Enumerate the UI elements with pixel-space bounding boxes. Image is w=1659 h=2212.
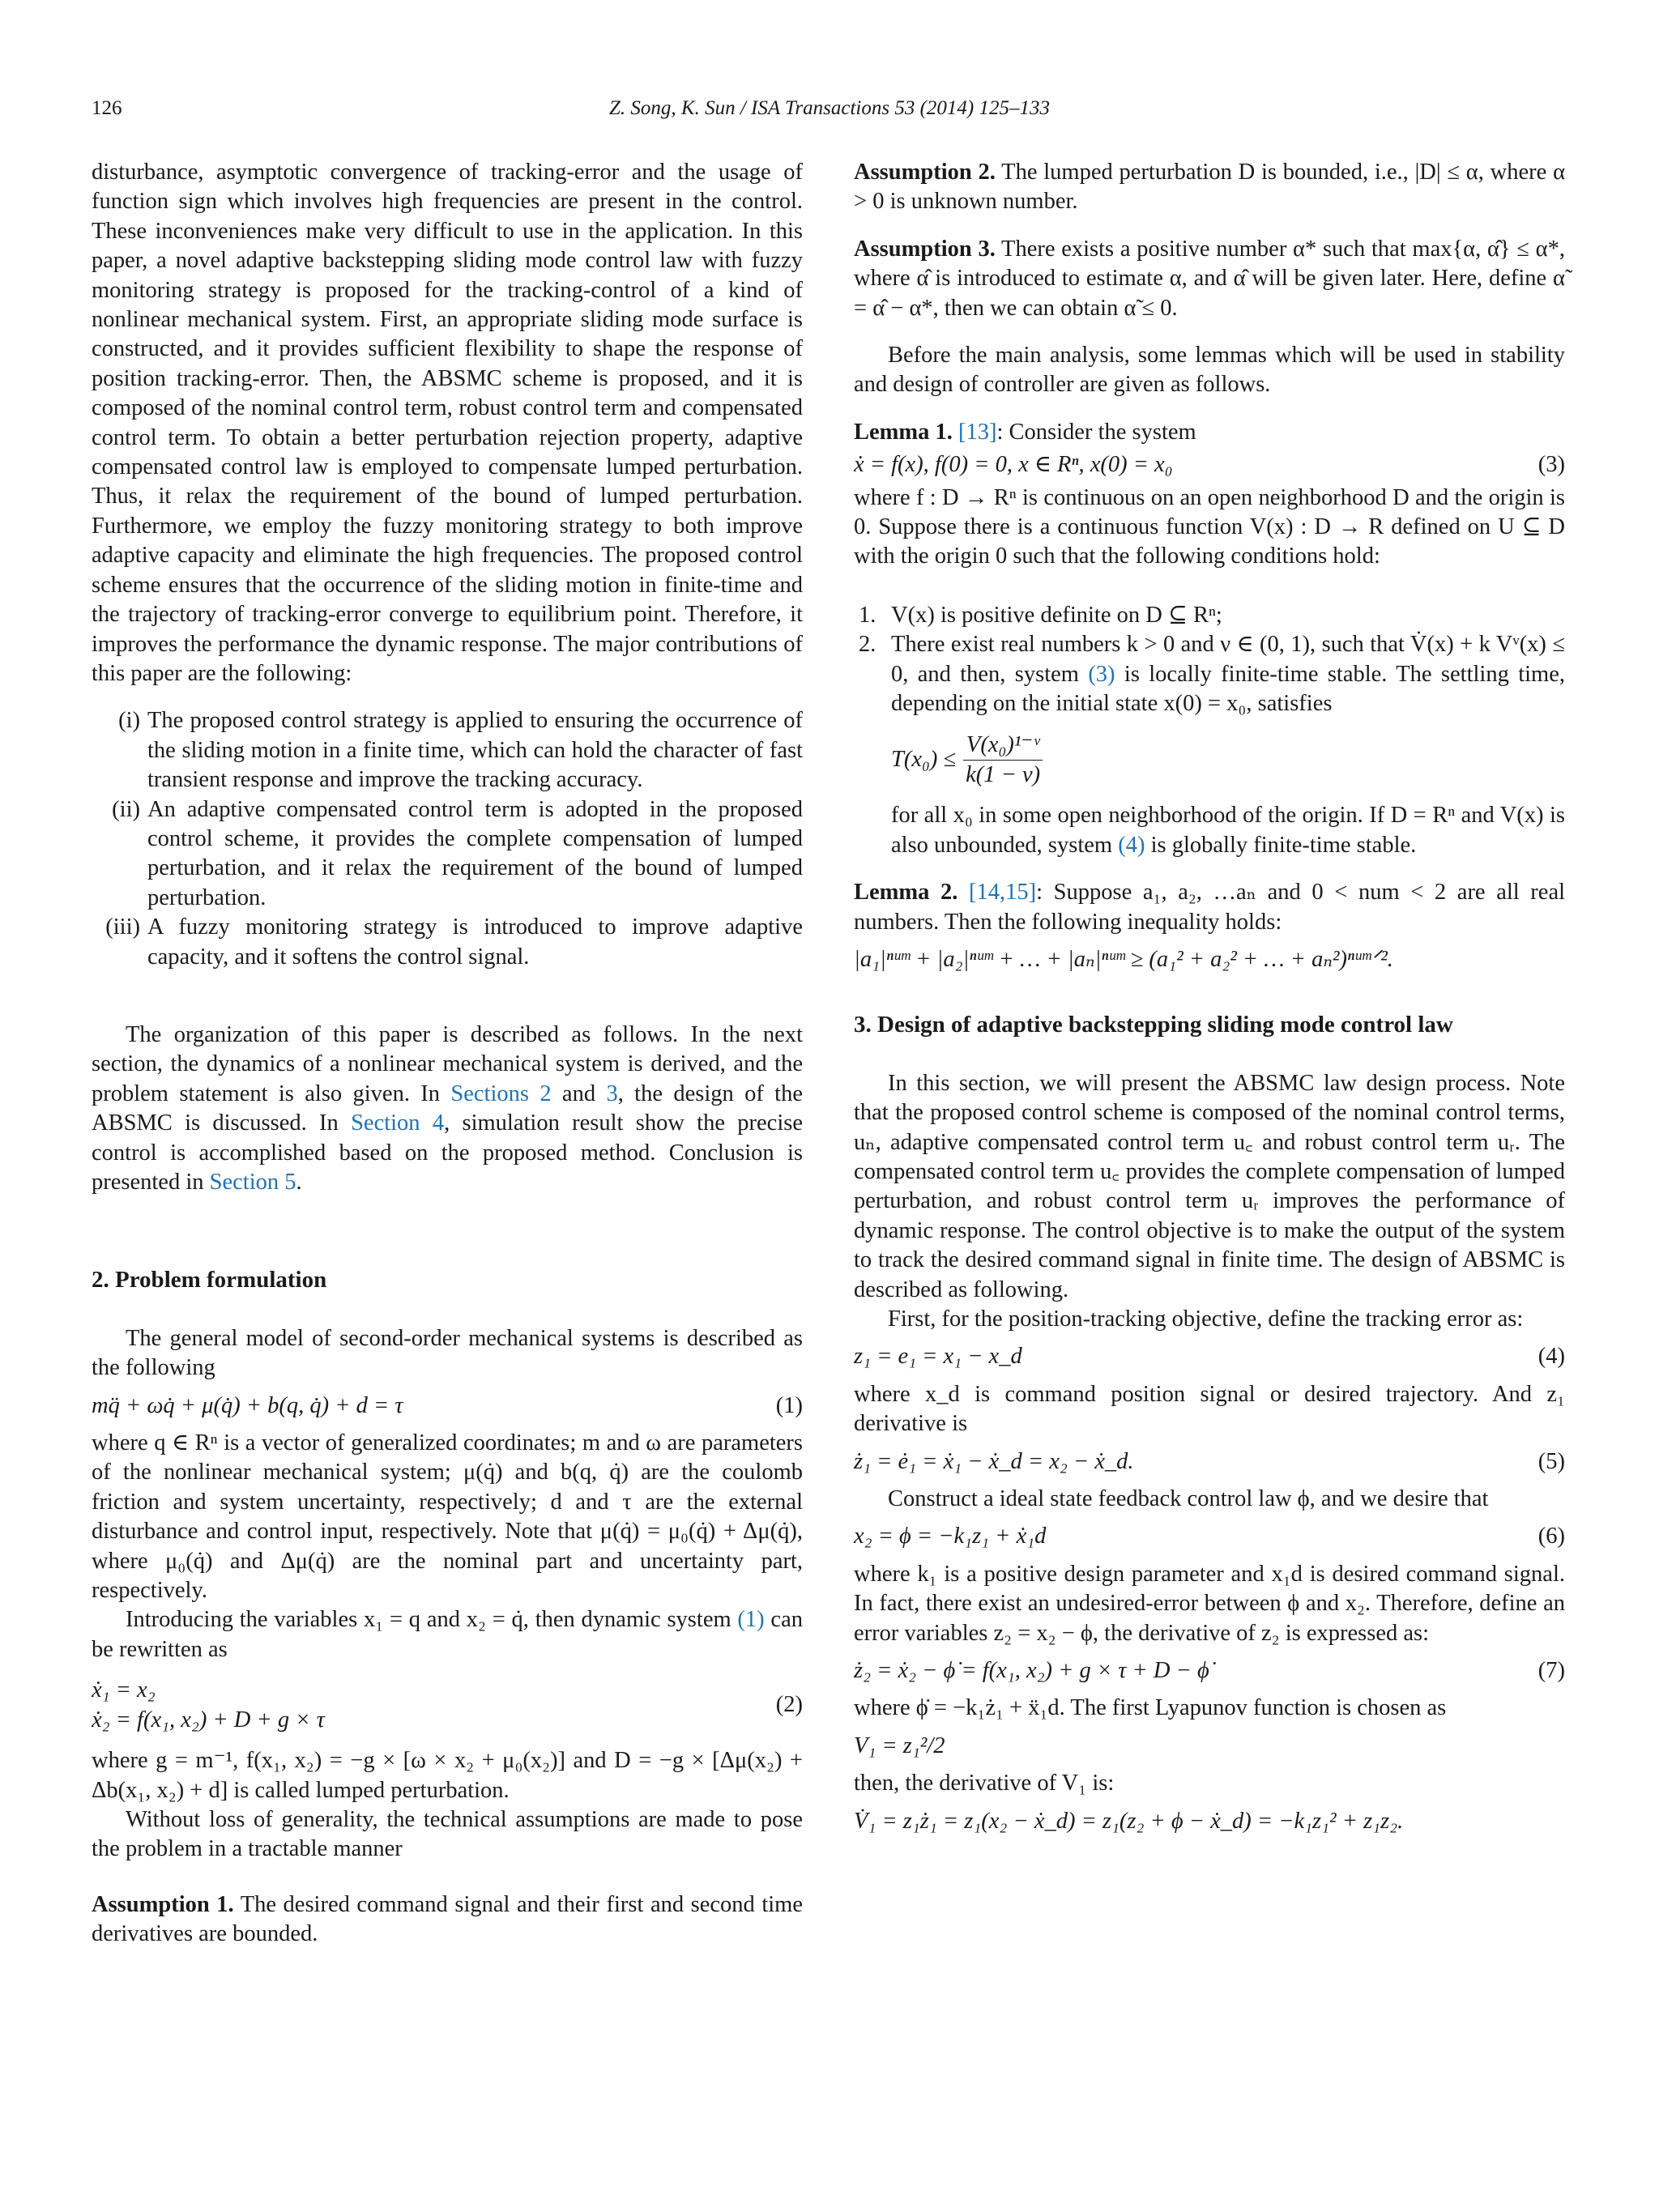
paragraph: where ϕ̇ = −k₁ż₁ + ẍ₁d. The first Lyapunov function is chosen as [854,1695,1447,1721]
list-text: An adaptive compensated control term is adopted in the proposed control scheme, it provides the complete compensation of lumped perturbation, and it relax the requirement of the bound of lumped perturbation. [147,796,803,910]
running-title: Z. Song, K. Sun / ISA Transactions 53 (2014) 125–133 [608,97,1051,119]
citation-link[interactable]: [14,15] [969,880,1037,906]
paragraph: In this section, we will present the ABSMC law design process. Note that the proposed control scheme is composed of the nominal control terms, uₙ, adaptive compensated control term u꜀ and robust control term uᵣ. The compensated control term u꜀ provides the complete compensation of lumped perturbation, and robust control term uᵣ improves the performance of dynamic response. The control objective is to make the output of the system to track the desired command signal in finite time. The design of ABSMC is described as following. [854,1070,1565,1302]
organization-paragraph: The organization of this paper is described as follows. In the next section, the dynamics of a nonlinear mechanical system is derived, and the problem statement is also given. In Sections 2 and 3, the design of the ABSMC is discussed. In Section 4, simulation result show the precise control is accomplished based on the proposed method. Conclusion is presented in Section 5. [92,1021,803,1195]
lemma-2: Lemma 2. [14,15]: Suppose a₁, a₂, …aₙ and 0 < num < 2 are all real numbers. Then the following inequality holds: [854,880,1566,935]
equation-v1: V₁ = z₁²/2 [854,1733,945,1758]
paragraph: then, the derivative of V₁ is: [854,1771,1115,1796]
list-marker: (i) [118,708,140,734]
equation-number: (1) [775,1392,803,1418]
equation-number: (5) [1537,1448,1565,1474]
equation-link[interactable]: (1) [737,1607,765,1633]
paragraph: where k₁ is a positive design parameter and x₁d is desired command signal. In fact, there exist an undesired-error between ϕ and x₂. Therefore, define an error variables z₂ = x₂ − ϕ, the derivative of z₂ is expressed as: [854,1561,1565,1646]
equation-1: mq̈ + ωq̇ + μ(q̇) + b(q, q̇) + d = τ (1) [92,1392,803,1421]
section-link[interactable]: Section 4 [351,1110,445,1136]
right-column [854,158,1565,1844]
settling-time-inequality: T(x₀) ≤ $\frac{\text{V(x₀)¹⁻ᵛ}}{k(1 - \nu)}$ [891,731,1565,791]
citation-link[interactable]: [13] [958,419,997,445]
paragraph: where f : D → Rⁿ is continuous on an open neighborhood D and the origin is 0. Suppose there is a continuous function V(x) : D → R defined on U ⊆ D with the origin 0 such that the following conditions hold: [854,484,1565,569]
paragraph: where x_d is command position signal or desired trajectory. And z₁ derivative is [854,1381,1565,1437]
equation-number: (2) [775,1692,803,1718]
equation-6: x₂ = ϕ = −k₁z₁ + ẋ₁d (6) [854,1522,1565,1551]
equation-4: z₁ = e₁ = x₁ − x_d (4) [854,1342,1565,1371]
equation-link[interactable]: (3) [1088,661,1115,687]
conditions-list [854,601,1565,860]
paragraph: Construct a ideal state feedback control law ϕ, and we desire that [888,1486,1489,1512]
paragraph: where g = m⁻¹, f(x₁, x₂) = −g × [ω × x₂ + μ₀(x₂)] and D = −g × [Δμ(x₂) + Δb(x₁, x₂) + d] is called lumped perturbation. [92,1748,803,1803]
list-marker: 1. [859,602,876,628]
section-3-heading: 3. Design of adaptive backstepping sliding mode control law [854,1012,1453,1038]
left-column [92,158,803,1950]
section-2-heading: 2. Problem formulation [92,1267,327,1294]
lemma-1: Lemma 1. [13]: Consider the system [854,419,1196,445]
assumption-1: Assumption 1. The desired command signal and their first and second time derivatives are bounded. [92,1891,803,1947]
list-item [854,601,1565,630]
paragraph: Before the main analysis, some lemmas which will be used in stability and design of controller are given as follows. [854,343,1565,398]
list-text: The proposed control strategy is applied to ensuring the occurrence of the sliding motion in a finite time, which can hold the character of fast transient response and improve the tracking accuracy. [147,708,803,793]
list-item [854,630,1565,860]
equation-number: (4) [1537,1344,1565,1370]
equation-number: (7) [1537,1658,1565,1684]
paragraph: where q ∈ Rⁿ is a vector of generalized coordinates; m and ω are parameters of the nonlinear mechanical system; μ(q̇) and b(q, q̇) are the coulomb friction and system uncertainty, respectively; d and τ are the external disturbance and control input, respectively. Note that μ(q̇) = μ₀(q̇) + Δμ(q̇), where μ₀(q̇) and Δμ(q̇) are the nominal part and uncertainty part, respectively. [92,1430,803,1604]
section-link[interactable]: Section 5 [209,1170,296,1195]
paragraph: Without loss of generality, the technical assumptions are made to pose the problem in a tractable manner [92,1806,803,1862]
paragraph: Introducing the variables x₁ = q and x₂ = q̇, then dynamic system (1) can be rewritten as [92,1607,803,1662]
contributions-list [92,706,803,972]
page-number: 126 [92,97,122,119]
section-link[interactable]: 3 [606,1080,618,1106]
paragraph: The general model of second-order mechanical systems is described as the following [92,1325,803,1381]
section-link[interactable]: Sections 2 [450,1080,552,1106]
equation-2: ẋ₁ = x₂ ẋ₂ = f(x₁, x₂) + D + g × τ (2) [92,1677,803,1733]
equation-number: (3) [1537,452,1565,478]
intro-paragraph: disturbance, asymptotic convergence of tracking-error and the usage of function sign which involves high frequencies are present in the control. These inconveniences make very difficult to use in the application. In this paper, a novel adaptive backstepping sliding mode control law with fuzzy monitoring strategy is proposed for the tracking-control of a kind of nonlinear mechanical system. First, an appropriate sliding mode surface is constructed, and it provides sufficient flexibility to shape the response of position tracking-error. Then, the ABSMC scheme is proposed, and it is composed of the nominal control term, robust control term and compensated control term. To obtain a better perturbation rejection property, adaptive compensated control law is employed to compensate lumped perturbation. Thus, it relax the requirement of the bound of lumped perturbation. Furthermore, we employ the fuzzy monitoring strategy to both improve adaptive capacity and eliminate the high frequencies. The proposed control scheme ensures that the occurrence of the sliding motion in finite-time and the trajectory of tracking-error converge to equilibrium point. Therefore, it improves the performance the dynamic response. The major contributions of this paper are the following: [92,160,803,686]
paragraph: First, for the position-tracking objective, define the tracking error as: [888,1306,1524,1332]
assumption-3: Assumption 3. There exists a positive number α* such that max{α, α̂} ≤ α*, where α̂ is introduced to estimate α, and α̂ will be given later. Here, define α̃ = α̂ − α*, then we can obtain α̃ ≤ 0. [854,236,1565,321]
list-text: A fuzzy monitoring strategy is introduced to improve adaptive capacity, and it softens the control signal. [147,914,803,970]
list-marker: 2. [859,632,876,658]
list-item [92,913,803,972]
equation-5: ż₁ = ė₁ = ẋ₁ − ẋ_d = x₂ − ẋ_d. (5) [854,1447,1565,1477]
lemma-2-inequality: |a₁|ⁿᵘᵐ + |a₂|ⁿᵘᵐ + … + |aₙ|ⁿᵘᵐ ≥ (a₁² + a₂² + … + aₙ²)ⁿᵘᵐᐟ². [854,946,1393,972]
equation-v1-derivative: V̇₁ = z₁ż₁ = z₁(x₂ − ẋ_d) = z₁(z₂ + ϕ − ẋ_d) = −k₁z₁² + z₁z₂. [854,1808,1404,1834]
equation-3: ẋ = f(x), f(0) = 0, x ∈ Rⁿ, x(0) = x₀ (3) [854,450,1565,479]
list-marker: (ii) [112,796,140,822]
list-text: There exist real numbers k > 0 and ν ∈ (0, 1), such that V̇(x) + k Vᵛ(x) ≤ 0, and then, system (3) is locally finite-time stable. The settling time, depending on the initial state x(0) = x₀, satisfies T(x₀) ≤ $\frac{\text{V(x₀)¹⁻ᵛ}}{k(1 - \nu)}$ for all x₀ in some open neighborhood of the origin. If D = Rⁿ and V(x) is also unbounded, system (4) is globally finite-time stable. [891,632,1565,858]
equation-number: (6) [1537,1524,1565,1549]
equation-link[interactable]: (4) [1118,832,1145,858]
list-marker: (iii) [105,914,140,940]
list-text: V(x) is positive definite on D ⊆ Rⁿ; [891,602,1222,628]
assumption-2: Assumption 2. The lumped perturbation D is bounded, i.e., |D| ≤ α, where α > 0 is unknown number. [854,160,1565,215]
list-item [92,706,803,795]
list-item [92,795,803,914]
equation-7: ż₂ = ẋ₂ − ϕ̇ = f(x₁, x₂) + g × τ + D − ϕ̇ (7) [854,1656,1565,1686]
